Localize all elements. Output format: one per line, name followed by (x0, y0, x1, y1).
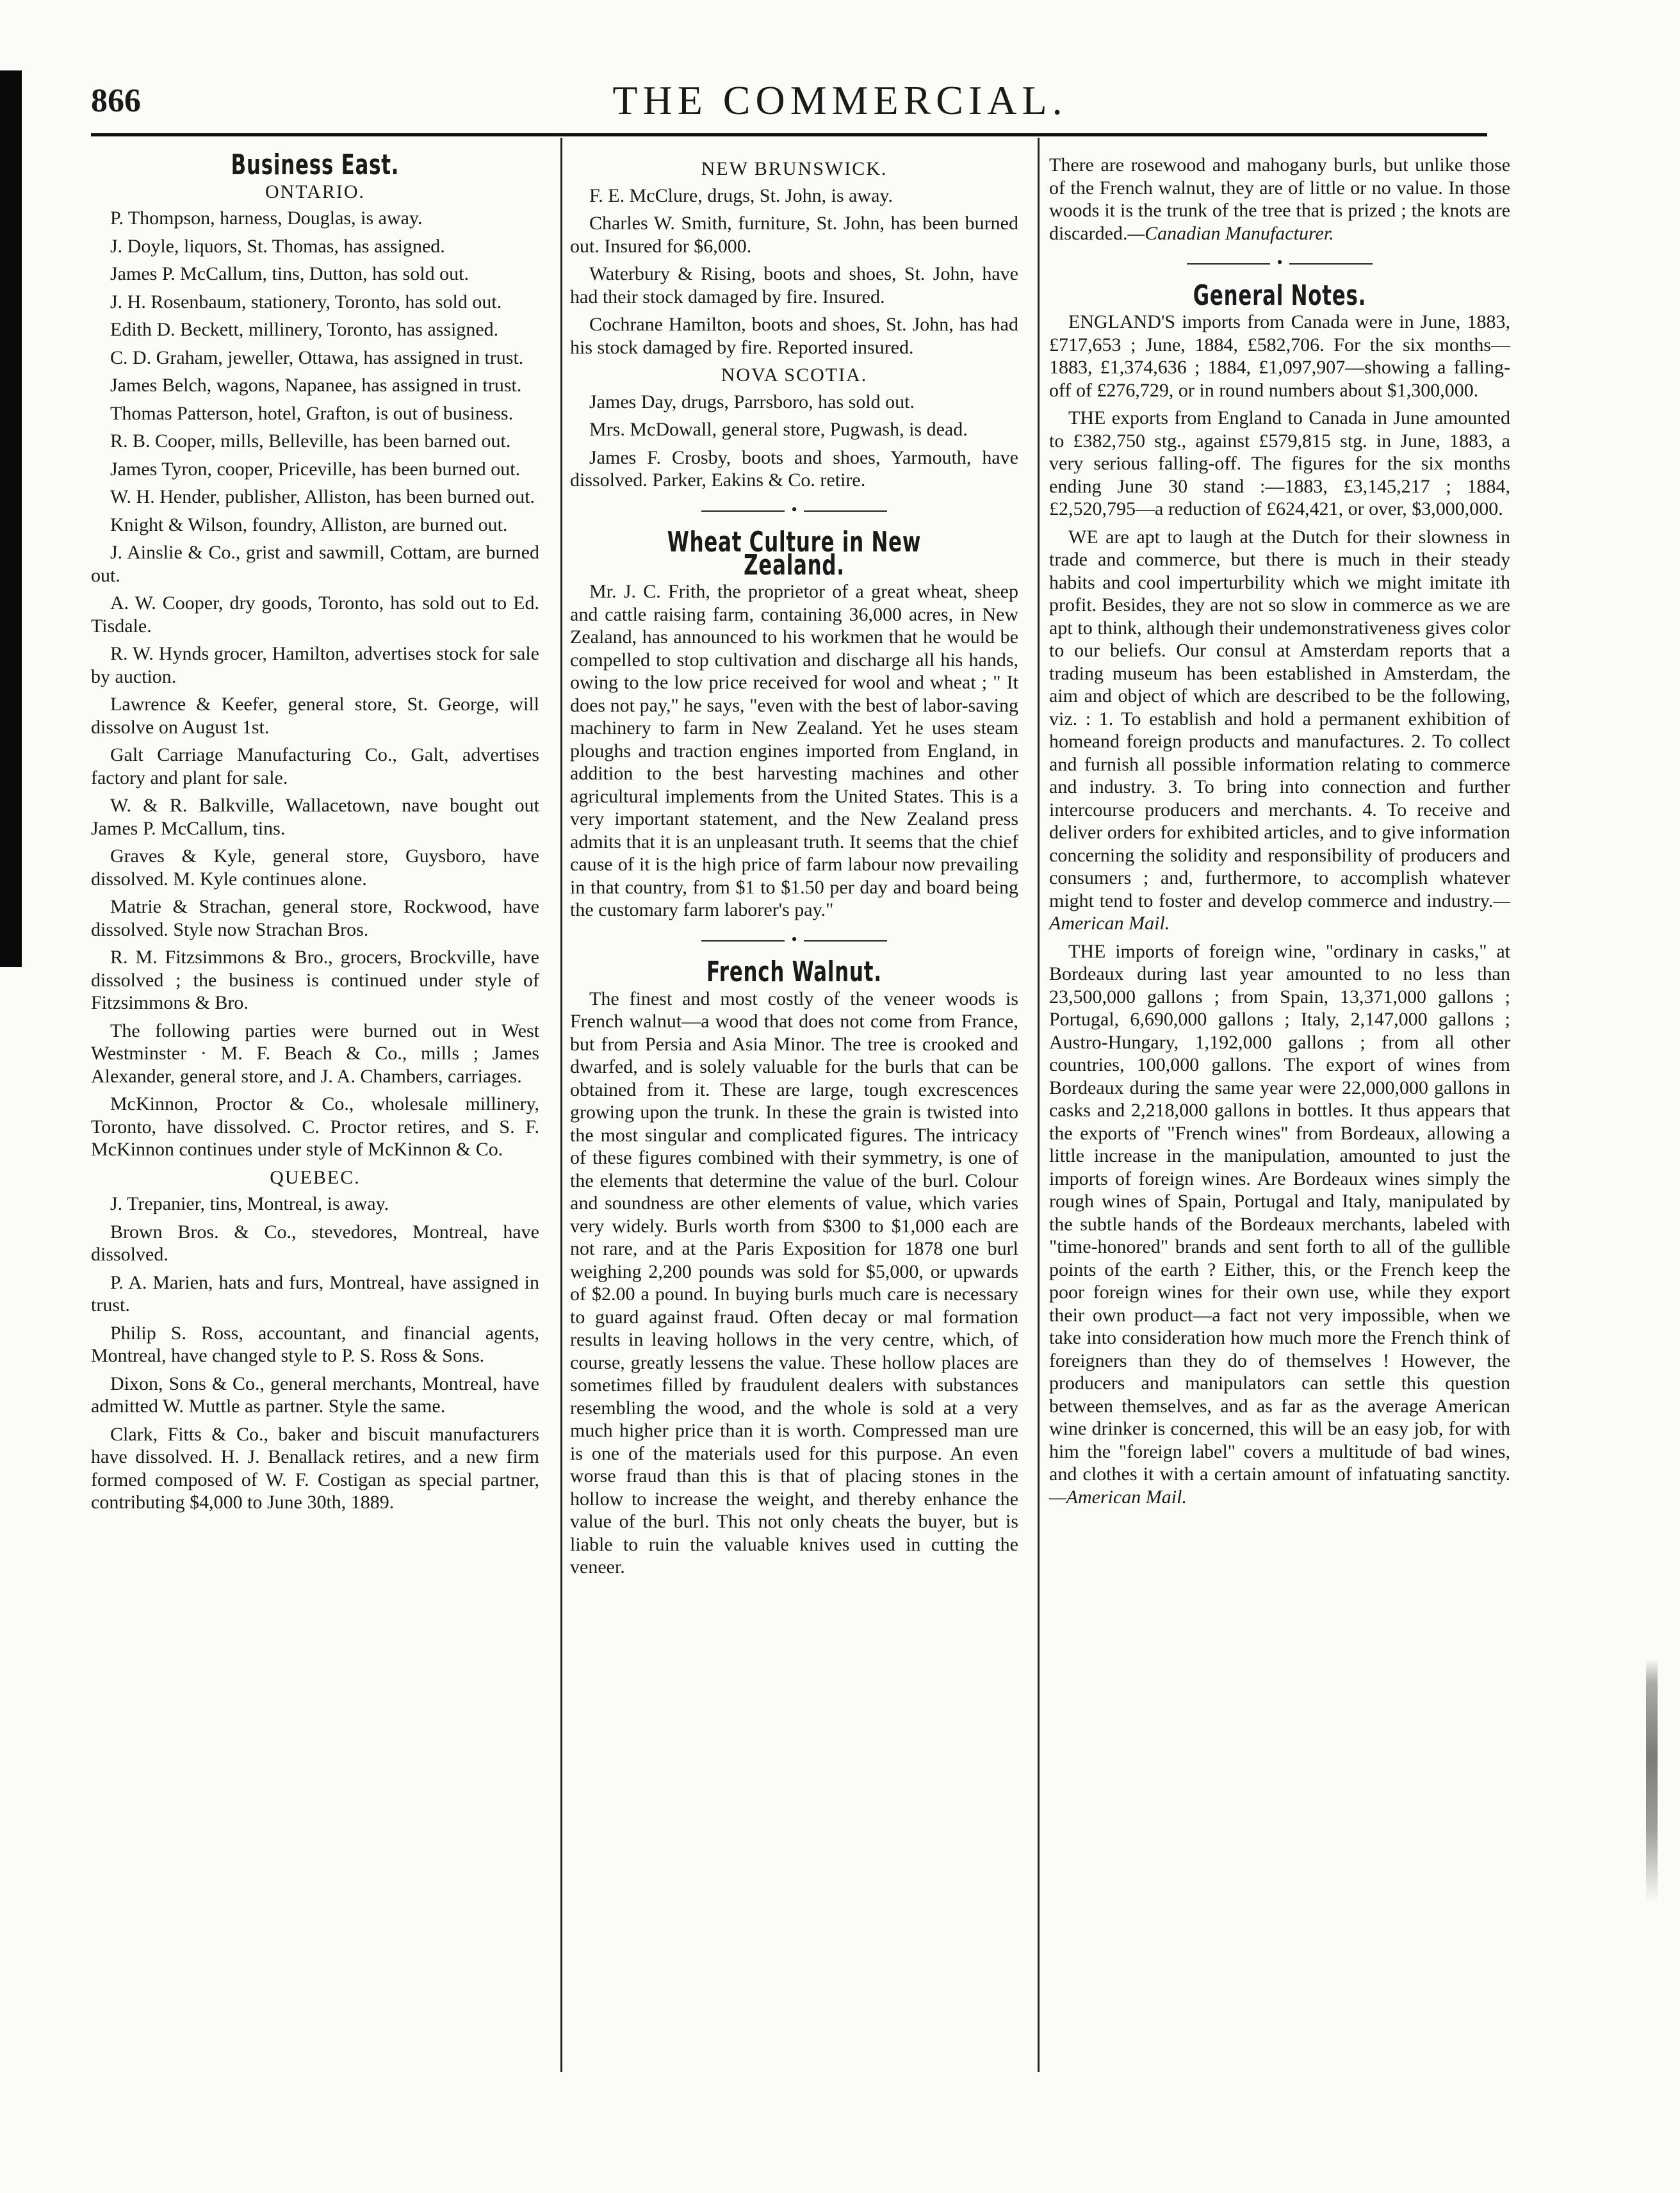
scan-edge-bar (0, 70, 22, 967)
paragraph: Brown Bros. & Co., stevedores, Montreal, have dissolved. (91, 1221, 539, 1265)
paragraph: The finest and most costly of the veneer woods is French walnut—a wood that does not come from France, but from Persia and Asia Minor. The tree is crooked and dwarfed, and is solely valuable for the burls that can be obtained from it. These are large, tough excrescences growing upon the trunk. In these the grain is twisted into the most singular and complicated figures. The intricacy of these figures combined with their symmetry, is one of the elements that determine the value of the burl. Colour and soundness are other elements of value, which varies very widely. Burls worth from $300 to $1,000 each are not rare, and at the Paris Exposition for 1878 one burl weighing 2,200 pounds was sold for $5,000, or upwards of $2.00 a pound. In buying burls much care is necessary to guard against fraud. Often decay or mal formation results in leaving hollows in the very centre, which, of course, greatly lessens the value. These hollow places are sometimes filled by fraudulent dealers with substances resembling the wood, and the whole is sold at a very much higher price than it is worth. Compressed man ure is one of the materials used for this purpose. An even worse fraud than this is that of placing stones in the hollow to increase the weight, and thereby enhance the value of the burl. This not only cheats the buyer, but is liable to ruin the valuable knives used in cutting the veneer. (570, 988, 1018, 1577)
paragraph: The following parties were burned out in West Westminster · M. F. Beach & Co., mills ; James Alexander, general store, and J. A. Chambers, carriages. (91, 1020, 539, 1087)
paragraph: P. A. Marien, hats and furs, Montreal, have assigned in trust. (91, 1271, 539, 1316)
paragraph: Mrs. McDowall, general store, Pugwash, is dead. (589, 419, 968, 440)
paragraph: Thomas Patterson, hotel, Grafton, is out of business. (110, 402, 514, 424)
paragraph: R. B. Cooper, mills, Belleville, has been barned out. (110, 430, 511, 452)
paragraph: James Belch, wagons, Napanee, has assigned in trust. (110, 375, 522, 396)
paragraph: Philip S. Ross, accountant, and financial agents, Montreal, have changed style to P. S. Ross & Sons. (91, 1322, 539, 1366)
paragraph: James Day, drugs, Parrsboro, has sold out. (589, 391, 915, 412)
paragraph: Lawrence & Keefer, general store, St. George, will dissolve on August 1st. (91, 694, 539, 738)
paragraph: R. W. Hynds grocer, Hamilton, advertises stock for sale by auction. (91, 643, 539, 687)
paragraph: There are rosewood and mahogany burls, but unlike those of the French walnut, they are of little or no value. In those woods it is the trunk of the tree that is prized ; the knots are discarded.—Canadian Manufacturer. (1049, 154, 1510, 244)
paragraph: McKinnon, Proctor & Co., wholesale millinery, Toronto, have dissolved. C. Proctor retires, and S. F. McKinnon continues under style of McKinnon & Co. (91, 1093, 539, 1160)
column-rule (1038, 138, 1040, 2072)
paragraph: W. & R. Balkville, Wallacetown, nave bought out James P. McCallum, tins. (91, 795, 539, 839)
divider-ornament: • (791, 929, 797, 949)
subsection-heading: ONTARIO. (265, 181, 366, 202)
paragraph: J. Trepanier, tins, Montreal, is away. (110, 1193, 389, 1214)
paragraph: James Tyron, cooper, Priceville, has been burned out. (110, 458, 521, 480)
column-2 (570, 154, 1018, 1584)
margin-scan-marks (1646, 1659, 1658, 1902)
subsection-heading: NOVA SCOTIA. (721, 364, 868, 386)
divider-ornament: • (1276, 253, 1283, 272)
section-divider (570, 928, 1018, 951)
column-3 (1049, 154, 1510, 1513)
paragraph: Dixon, Sons & Co., general merchants, Montreal, have admitted W. Muttle as partner. Style the same. (91, 1373, 539, 1417)
source-attribution: —American Mail. (1049, 890, 1510, 934)
paragraph: Graves & Kyle, general store, Guysboro, have dissolved. M. Kyle continues alone. (91, 845, 539, 890)
paragraph: Galt Carriage Manufacturing Co., Galt, advertises factory and plant for sale. (91, 744, 539, 788)
section-heading: Wheat Culture in New Zealand. (667, 526, 922, 582)
source-attribution: —Canadian Manufacturer. (1127, 222, 1334, 244)
paragraph: Waterbury & Rising, boots and shoes, St. John, have had their stock damaged by fire. Insured. (570, 263, 1018, 307)
paragraph: THE exports from England to Canada in June amounted to £382,750 stg., against £579,815 stg. in June, 1883, a very serious falling-off. The figures for the six months ending June 30 stand :—1883, £3,145,217 ; 1884, £2,520,795—a reduction of £624,421, or over, $3,000,000. (1049, 407, 1510, 519)
section-heading: French Walnut. (706, 956, 882, 988)
source-attribution: —American Mail. (1049, 1486, 1187, 1508)
paragraph: James F. Crosby, boots and shoes, Yarmouth, have dissolved. Parker, Eakins & Co. retire. (570, 446, 1018, 491)
column-1 (91, 149, 539, 1519)
section-divider (570, 498, 1018, 521)
divider-ornament: • (791, 500, 797, 519)
paragraph: THE imports of foreign wine, "ordinary in casks," at Bordeaux during last year amounted to no less than 23,500,000 gallons ; from Spain, 13,371,000 gallons ; Portugal, 6,690,000 gallons ; Italy, 2,147,000 gallons ; Austro-Hungary, 1,192,000 gallons ; from all other countries, 100,000 gallons. The export of wines from Bordeaux during the same year were 22,000,000 gallons in casks and 2,218,000 gallons in bottles. It thus appears that the exports of "French wines" from Bordeaux, allowing a little increase in the manipulation, amounted to just the imports of foreign wines. Are Bordeaux wines simply the rough wines of Spain, Portugal and Italy, manipulated by the subtle hands of the Bordeaux merchants, labeled with "time-honored" brands and sent forth to all of the gullible points of the earth ? Either, this, or the French keep the poor foreign wines for their own use, while they export their own product—a fact not very impossible, when we take into consideration how much more the French think of foreigners than they do of themselves ! However, the producers and manipulators can settle this question between themselves, and as far as the average American wine drinker is concerned, this will be an easy job, for with him the "foreign label" covers a multitude of bad wines, and clothes it with a certain amount of infatuating sanctity.—American Mail. (1049, 940, 1510, 1508)
section-divider (1049, 251, 1510, 274)
section-heading: Business East. (231, 149, 400, 181)
masthead-title: THE COMMERCIAL. (612, 77, 1068, 123)
paragraph: R. M. Fitzsimmons & Bro., grocers, Brockville, have dissolved ; the business is continued under style of Fitzsimmons & Bro. (91, 947, 539, 1013)
paragraph: ENGLAND'S imports from Canada were in June, 1883, £717,653 ; June, 1884, £582,706. For the six months—1883, £1,374,636 ; 1884, £1,097,907—showing a falling-off of £276,729, or in round numbers about $1,300,000. (1049, 311, 1510, 401)
paragraph: F. E. McClure, drugs, St. John, is away. (589, 184, 893, 206)
section-heading: General Notes. (1193, 279, 1367, 312)
paragraph: Mr. J. C. Frith, the proprietor of a great wheat, sheep and cattle raising farm, containing 36,000 acres, in New Zealand, has announced to his workmen that he would be compelled to stop cultivation and discharge all his hands, owing to the low price received for wool and wheat ; " It does not pay," he says, "even with the best of labor-saving machinery to farm in New Zealand. Yet he uses steam ploughs and traction engines imported from England, in addition to the best harvesting machines and other agricultural implements from the United States. This is a very important statement, and the New Zealand press admits that it is an unpleasant truth. It seems that the chief cause of it is the high price of farm labour now prevailing in that country, from $1 to $1.50 per day and board being the customary farm laborer's pay." (570, 581, 1018, 920)
subsection-heading: QUEBEC. (270, 1166, 361, 1188)
paragraph: P. Thompson, harness, Douglas, is away. (110, 208, 423, 229)
paragraph: J. H. Rosenbaum, stationery, Toronto, has sold out. (110, 291, 502, 313)
paragraph: A. W. Cooper, dry goods, Toronto, has sold out to Ed. Tisdale. (91, 592, 539, 637)
paragraph: Charles W. Smith, furniture, St. John, has been burned out. Insured for $6,000. (570, 213, 1018, 257)
paragraph: Edith D. Beckett, millinery, Toronto, has assigned. (110, 319, 499, 340)
subsection-heading: NEW BRUNSWICK. (701, 158, 888, 179)
paragraph: J. Ainslie & Co., grist and sawmill, Cottam, are burned out. (91, 542, 539, 586)
paragraph: W. H. Hender, publisher, Alliston, has been burned out. (110, 486, 535, 507)
paragraph: James P. McCallum, tins, Dutton, has sold out. (110, 263, 469, 284)
paragraph: Matrie & Strachan, general store, Rockwood, have dissolved. Style now Strachan Bros. (91, 896, 539, 940)
header-rule (91, 133, 1487, 136)
column-rule (560, 138, 562, 2072)
page-number: 866 (91, 83, 141, 119)
paragraph: Clark, Fitts & Co., baker and biscuit manufacturers have dissolved. H. J. Benallack retires, and a new firm formed composed of W. F. Costigan as special partner, contributing $4,000 to June 30th, 1889. (91, 1423, 539, 1513)
paragraph: Cochrane Hamilton, boots and shoes, St. John, has had his stock damaged by fire. Reported insured. (570, 314, 1018, 358)
paragraph: J. Doyle, liquors, St. Thomas, has assigned. (110, 235, 445, 257)
paragraph: Knight & Wilson, foundry, Alliston, are burned out. (110, 514, 508, 535)
paragraph: WE are apt to laugh at the Dutch for their slowness in trade and commerce, but there is much in their steady habits and cool imperturbility which we might imitate ith profit. Besides, they are not so slow in commerce as we are apt to think, although their undemonstrativeness gives color to our beliefs. Our consul at Amsterdam reports that a trading museum has been established in Amsterdam, the aim and object of which are described to be the following, viz. : 1. To establish and hold a permanent exhibition of homeand foreign products and manufactures. 2. To collect and furnish all possible information relating to commerce and industry. 3. To bring into connection and further intercourse producers and merchants. 4. To receive and deliver orders for exhibited articles, and to give information concerning the solidity and responsibility of producers and consumers ; and, furthermore, to accomplish whatever might tend to foster and develop commerce and industry.—American Mail. (1049, 526, 1510, 934)
paragraph: C. D. Graham, jeweller, Ottawa, has assigned in trust. (110, 346, 524, 368)
